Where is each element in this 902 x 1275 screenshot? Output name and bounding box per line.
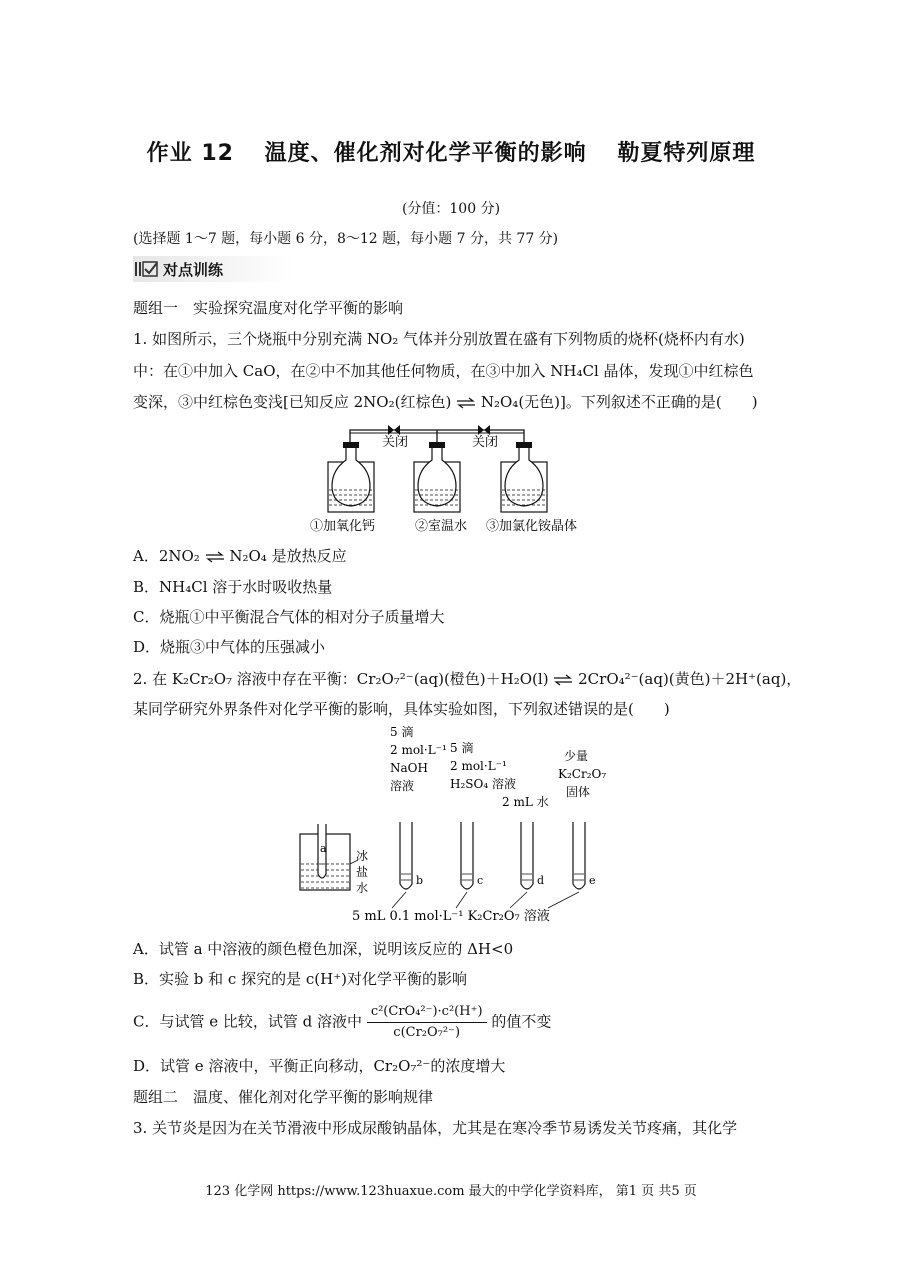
page-title: [0, 136, 902, 167]
q1-option-b: B．NH₄Cl 溶于水时吸收热量: [133, 578, 333, 596]
figure-flasks: [310, 420, 608, 538]
ice-salt-water-line-1: 冰: [356, 849, 369, 863]
q2-option-c-part-a: C．与试管 e 比较，试管 d 溶液中: [133, 1012, 363, 1031]
tube-c: [461, 822, 473, 889]
tube-e: [573, 822, 585, 889]
figure-test-tubes: [296, 724, 626, 930]
tube-b-reagent-line-2: 2 mol·L⁻¹: [390, 743, 447, 757]
flask-1-caption: ①加氧化钙: [310, 519, 376, 534]
section-check-icon: [135, 261, 159, 277]
tube-c-label: c: [477, 874, 484, 887]
tube-e-reagent-line-1: 少量: [564, 749, 589, 763]
tube-e-label: e: [589, 874, 596, 887]
group-1-title: 题组一 实验探究温度对化学平衡的影响: [133, 299, 404, 317]
q1-line-3-part-a: 变深，③中红棕色变浅[已知反应 2NO₂(红棕色): [133, 393, 452, 411]
tube-d: [521, 822, 533, 889]
q1-option-a-part-b: N₂O₄ 是放热反应: [229, 547, 347, 565]
reversible-arrow-icon: [205, 551, 225, 563]
valve-2-label: 关闭: [472, 435, 499, 450]
solution-caption: 5 mL 0.1 mol·L⁻¹ K₂Cr₂O₇ 溶液: [352, 909, 550, 924]
q1-line-1: 1. 如图所示，三个烧瓶中分别充满 NO₂ 气体并分别放置在盛有下列物质的烧杯(烧杯内有水): [133, 330, 745, 348]
tube-e-reagent-line-2: K₂Cr₂O₇: [558, 767, 607, 781]
q2-option-b: B．实验 b 和 c 探究的是 c(H⁺)对化学平衡的影响: [133, 970, 467, 988]
fraction-numerator: c²(CrO₄²⁻)·c²(H⁺): [367, 1002, 487, 1023]
title-part-2: 温度、催化剂对化学平衡的影响: [264, 141, 587, 166]
flask-1: [328, 442, 374, 512]
section-label: 对点训练: [163, 261, 224, 279]
reversible-arrow-icon: [456, 397, 476, 409]
q2-line-1-part-b: 2CrO₄²⁻(aq)(黄色)＋2H⁺(aq)，: [578, 670, 802, 688]
q3-line-1: 3. 关节炎是因为在关节滑液中形成尿酸钠晶体，尤其是在寒冷季节易诱发关节疼痛，其化学: [133, 1119, 738, 1137]
reversible-arrow-icon: [553, 674, 573, 686]
tube-c-reagent-line-3: H₂SO₄ 溶液: [450, 777, 516, 791]
title-part-3: 勒夏特列原理: [617, 141, 756, 166]
q1-option-d: D．烧瓶③中气体的压强减小: [133, 638, 326, 656]
flask-2-caption: ②室温水: [415, 519, 468, 534]
concentration-fraction: [367, 1002, 487, 1043]
q2-option-d: D．试管 e 溶液中，平衡正向移动，Cr₂O₇²⁻的浓度增大: [133, 1057, 506, 1075]
q1-option-a: [133, 545, 347, 566]
q2-option-c-part-b: 的值不变: [491, 1012, 552, 1031]
flask-3: [501, 442, 547, 512]
tube-b-label: b: [416, 874, 424, 887]
flask-3-caption: ③加氯化铵晶体: [486, 519, 578, 534]
title-part-1: 作业 12: [146, 141, 234, 166]
tube-b-reagent-line-3: NaOH: [390, 761, 428, 775]
q2-line-2: 某同学研究外界条件对化学平衡的影响，具体实验如图，下列叙述错误的是( ): [133, 700, 670, 718]
q2-line-1-part-a: 2. 在 K₂Cr₂O₇ 溶液中存在平衡：Cr₂O₇²⁻(aq)(橙色)＋H₂O(l): [133, 670, 549, 688]
q2-option-c: [133, 1002, 551, 1043]
q1-line-3-part-b: N₂O₄(无色)]。下列叙述不正确的是( ): [480, 393, 758, 411]
scoring-note: (选择题 1～7 题，每小题 6 分，8～12 题，每小题 7 分，共 77 分): [133, 231, 559, 247]
q2-line-1: [133, 668, 801, 689]
section-header: [133, 256, 293, 282]
ice-salt-water-line-3: 水: [356, 881, 369, 895]
fraction-denominator: c(Cr₂O₇²⁻): [393, 1025, 461, 1040]
tube-b-reagent-line-4: 溶液: [390, 779, 415, 793]
q1-line-3: [133, 391, 758, 412]
tube-d-reagent-line-1: 2 mL 水: [502, 795, 549, 809]
q1-line-2: 中：在①中加入 CaO，在②中不加其他任何物质，在③中加入 NH₄Cl 晶体，发现①中红棕色: [133, 362, 754, 380]
tube-e-reagent-line-3: 固体: [566, 785, 591, 799]
group-2-title: 题组二 温度、催化剂对化学平衡的影响规律: [133, 1088, 434, 1106]
tube-c-reagent-line-1: 5 滴: [450, 741, 474, 755]
q1-option-a-part-a: A．2NO₂: [133, 547, 200, 565]
valve-1-label: 关闭: [382, 435, 409, 450]
flask-2: [414, 442, 460, 512]
score-line: (分值：100 分): [401, 201, 501, 217]
tube-b-reagent-line-1: 5 滴: [390, 725, 414, 739]
tube-b: [400, 822, 412, 889]
tube-c-reagent-line-2: 2 mol·L⁻¹: [450, 759, 507, 773]
q1-option-c: C．烧瓶①中平衡混合气体的相对分子质量增大: [133, 608, 445, 626]
tube-a-label: a: [320, 842, 327, 855]
ice-salt-water-line-2: 盐: [356, 865, 369, 879]
q2-option-a: A．试管 a 中溶液的颜色橙色加深，说明该反应的 ΔH<0: [133, 940, 514, 958]
tube-d-label: d: [537, 874, 545, 887]
page-footer: 123 化学网 https://www.123huaxue.com 最大的中学化学资料库， 第1 页 共5 页: [205, 1184, 697, 1199]
ice-bath-beaker: [300, 824, 350, 890]
